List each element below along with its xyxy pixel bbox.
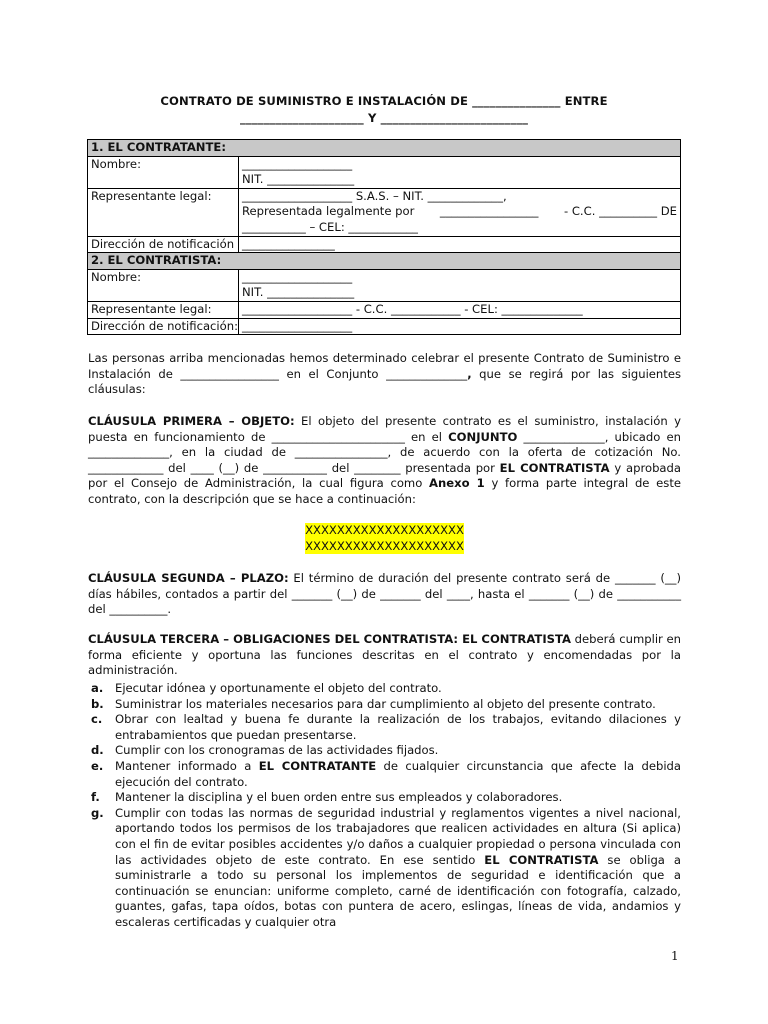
list-item	[88, 681, 681, 697]
list-item	[88, 697, 681, 713]
clausula-primera-text-3: y aprobada por el Consejo de Administración, la cual figura como	[88, 460, 681, 491]
list-marker: d.	[91, 743, 104, 758]
clausula-primera-conjunto: CONJUNTO	[448, 429, 518, 444]
list-item-text: Ejecutar idónea y oportunamente el objeto del contrato.	[115, 681, 442, 695]
contratante-header: 1. EL CONTRATANTE:	[88, 140, 681, 157]
list-marker: g.	[91, 805, 104, 820]
intro-text-a: Las personas arriba mencionadas hemos determinado celebrar el presente Contrato de Suministro e Instalación de _________________ en el Conjunto ______________	[88, 351, 681, 381]
contract-title-line-2: _____________________ Y _________________________	[239, 111, 529, 125]
list-item-text-post: se obliga a suministrarle a todo su personal los implementos de seguridad e identificación que a continuación se enuncian: uniforme completo, carné de identificación con fotografía, calzado, guantes, gafas, tapa oídos, botas con puntera de acero, eslingas, líneas de vida, andamios y escaleras certificadas y cualquier otra	[115, 852, 681, 929]
list-item-bold: EL CONTRATANTE	[258, 758, 377, 773]
contratante-nombre-blank: ___________________	[242, 156, 353, 171]
clausula-primera-heading: CLÁUSULA PRIMERA – OBJETO:	[88, 414, 295, 428]
list-item	[88, 806, 681, 931]
list-item-text: Mantener la disciplina y el buen orden entre sus empleados y colaboradores.	[115, 790, 563, 805]
placeholder-line-1: XXXXXXXXXXXXXXXXXXXX	[305, 523, 464, 537]
contratante-nombre-value	[239, 156, 681, 188]
obligaciones-list	[88, 681, 681, 931]
contratista-dir-value: ___________________	[239, 318, 681, 335]
contratista-nombre-blank: ___________________	[242, 269, 353, 284]
intro-comma: ,	[467, 366, 472, 381]
clausula-primera-text-1: El objeto del presente contrato es el suministro, instalación y puesta en funcionamiento de _______________________ en el	[88, 414, 681, 444]
contratante-dir-value: ________________	[239, 236, 681, 253]
list-item-text: Suministrar los materiales necesarios para dar cumplimiento al objeto del presente contrato.	[115, 696, 656, 711]
contratista-dir-label: Dirección de notificación:	[88, 318, 239, 335]
list-marker: a.	[91, 681, 104, 695]
clausula-segunda-text: El término de duración del presente contrato será de _______ (__) días hábiles, contados a partir del _______ (__) de _______ del ____, hasta el _______ (__) de ___________ del __________.	[88, 571, 681, 617]
list-marker: e.	[91, 758, 104, 773]
contratista-rep-value: ___________________ - C.C. ____________ - CEL: ______________	[239, 301, 681, 318]
page-number: 1	[671, 949, 679, 963]
contratista-nombre-label: Nombre:	[88, 269, 239, 301]
intro-paragraph	[88, 351, 681, 398]
clausula-segunda	[88, 571, 681, 618]
placeholder-line-2: XXXXXXXXXXXXXXXXXXXX	[305, 538, 464, 553]
list-marker: b.	[91, 696, 104, 711]
contratante-rep-line-2	[242, 204, 677, 220]
clausula-tercera	[88, 632, 681, 679]
list-item-text: Cumplir con todas las normas de seguridad industrial y reglamentos vigentes a nivel nacional, aportando todos los permisos de los trabajadores que realicen actividades en altura (Si aplica) con el fin de evitar posibles accidentes y/o daños a cualquier propiedad o persona vinculada con las actividades objeto de este contrato. En ese sentido	[115, 805, 681, 867]
clausula-tercera-heading: CLÁUSULA TERCERA – OBLIGACIONES DEL CONTRATISTA: EL CONTRATISTA	[88, 632, 571, 646]
list-item	[88, 743, 681, 759]
parties-table	[87, 139, 681, 335]
list-marker: f.	[91, 790, 100, 805]
contratante-rep-line-3: ___________ – CEL: ____________	[242, 219, 418, 234]
list-item-bold: EL CONTRATISTA	[484, 852, 599, 867]
clausula-primera	[88, 414, 681, 508]
rep-line-2-a: Representada legalmente por	[242, 204, 415, 219]
rep-line-2-b: _________________	[439, 204, 539, 219]
list-item-text: Mantener informado a	[115, 758, 259, 773]
list-marker: c.	[91, 712, 103, 727]
rep-line-2-c: - C.C. __________ DE	[563, 204, 677, 219]
contract-title-line-1: CONTRATO DE SUMINISTRO E INSTALACIÓN DE _______________ ENTRE	[160, 94, 608, 108]
list-item	[88, 790, 681, 806]
list-item-text: Cumplir con los cronogramas de las actividades fijados.	[115, 743, 439, 758]
clausula-segunda-heading: CLÁUSULA SEGUNDA – PLAZO:	[88, 571, 289, 585]
intro-text-c: que se regirá por las siguientes cláusulas:	[88, 366, 682, 397]
contratista-header: 2. EL CONTRATISTA:	[88, 253, 681, 270]
contratista-nombre-value	[239, 269, 681, 301]
contratante-rep-line-1: ___________________ S.A.S. – NIT. _____________,	[242, 188, 507, 203]
contratante-rep-label: Representante legal:	[88, 188, 239, 236]
contratante-nit: NIT. _______________	[242, 172, 355, 187]
contratante-dir-label: Dirección de notificación	[88, 236, 239, 253]
clausula-primera-contratista: EL CONTRATISTA	[499, 460, 610, 475]
list-item-text: Obrar con lealtad y buena fe durante la realización de los trabajos, evitando dilaciones y entrabamientos que puedan presentarse.	[115, 712, 681, 742]
contract-title	[88, 93, 680, 127]
contratista-nit: NIT. _______________	[242, 285, 355, 300]
contratista-rep-label: Representante legal:	[88, 301, 239, 318]
clausula-tercera-text: deberá cumplir en forma eficiente y oportuna las funciones descritas en el contrato y encomendadas por la administración.	[88, 632, 681, 678]
clausula-primera-text-4: y forma parte integral de este contrato, con la descripción que se hace a continuación:	[88, 476, 682, 506]
description-placeholder	[88, 523, 681, 554]
list-item	[88, 712, 681, 743]
clausula-primera-anexo: Anexo 1	[429, 476, 485, 491]
contratante-nombre-label: Nombre:	[88, 156, 239, 188]
list-item	[88, 759, 681, 790]
list-item-text-post: de cualquier circunstancia que afecte la debida ejecución del contrato.	[115, 758, 682, 789]
contratante-rep-value	[239, 188, 681, 236]
clausula-primera-text-2: ______________, ubicado en ______________, en la ciudad de ________________, de acuerdo con la oferta de cotización No. _____________ del ____ (__) de ___________ del ________ presentada por	[88, 429, 681, 475]
